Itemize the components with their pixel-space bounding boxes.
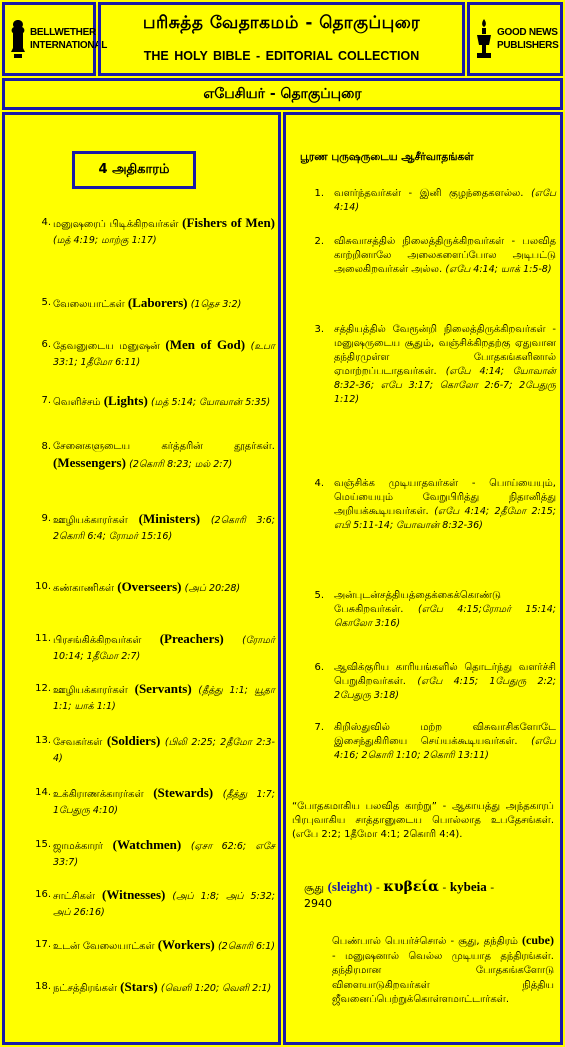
item-number: 2.: [314, 236, 324, 247]
left-list-item: [31, 837, 275, 871]
word-english: (sleight): [327, 879, 373, 894]
item-number: 4.: [41, 217, 51, 228]
word-greek: κυβεία: [383, 879, 439, 895]
right-list-item: [308, 477, 556, 533]
item-text: விசுவாசத்தில் நிலைத்திருக்கிறவர்கள் - பலவித காற்றினாலே அலைகளைப்போல அடிபட்டு அலைகிறவர்கள் அல்ல.: [334, 236, 556, 275]
item-reference: (தீத்து 1:1; யூதா 1:1; யாக் 1:1): [53, 685, 275, 712]
right-column: [283, 112, 563, 1045]
item-number: 4.: [314, 478, 324, 489]
item-tamil: நட்சத்திரங்கள்: [53, 983, 117, 994]
left-list-item: [31, 733, 275, 767]
item-reference: (எபே 4:15; 1பேதுரு 2:2; 2பேதுரு 3:18): [334, 676, 556, 701]
left-list-item: [31, 785, 275, 819]
item-number: 7.: [314, 722, 324, 733]
item-english: (Stewards): [153, 785, 214, 800]
item-reference: (எபே 4:14; யோவான் 8:32-36; எபே 3:17; கொலோ 2:6-7; 2பேதுரு 1:12): [334, 366, 556, 405]
right-list-item: [308, 721, 556, 763]
item-english: (Laborers): [127, 295, 188, 310]
item-english: (Lights): [103, 393, 148, 408]
item-reference: (2கொரி 8:23; மல் 2:7): [129, 459, 233, 470]
ram-bell-icon: [9, 18, 27, 60]
item-number: 10.: [35, 581, 51, 592]
tamil-title: பரிசுத்த வேதாகமம் - தொகுப்புரை: [142, 13, 421, 33]
item-number: 12.: [35, 683, 51, 694]
quote-text: “போதகமாகிய பலவித காற்று” - ஆகாயத்து அந்தகாரப் பிரபுவாகிய சாத்தானுடைய பொல்லாத உபதேசங்கள்.: [292, 801, 554, 826]
left-list-item: [31, 979, 275, 997]
item-tamil: சாட்சிகள்: [53, 891, 95, 902]
logo-left-line2: INTERNATIONAL: [30, 40, 108, 51]
right-list-item: [308, 661, 556, 703]
item-english: (Messengers): [53, 455, 126, 470]
item-tamil: வேலையாட்கள்: [53, 299, 125, 310]
item-reference: (2கொரி 6:1): [217, 941, 275, 952]
item-reference: (ஏசா 62:6; எசே 33:7): [53, 841, 275, 868]
header-title-box: [98, 2, 465, 76]
logo-left-line1: BELLWETHER: [30, 27, 96, 38]
good-news-logo: [467, 2, 563, 76]
word-tamil: சூது: [304, 881, 325, 894]
item-number: 3.: [314, 324, 324, 335]
left-list-item: [31, 937, 275, 955]
left-list-item: [31, 393, 275, 411]
right-list-item: [308, 187, 556, 215]
right-list-item: [308, 589, 556, 631]
item-tamil: ஊழியக்காரர்கள்: [53, 515, 128, 526]
item-number: 15.: [35, 839, 51, 850]
item-number: 16.: [35, 889, 51, 900]
item-tamil: ஜாமக்காரர்: [53, 841, 104, 852]
item-number: 1.: [314, 188, 324, 199]
left-list-item: [31, 337, 275, 371]
item-tamil: சேனைகளுடைய கர்த்தரின் தூதர்கள்.: [53, 441, 275, 452]
item-reference: (உபா 33:1; 1தீமோ 6:11): [53, 341, 275, 368]
item-number: 6.: [41, 339, 51, 350]
item-text: ஆவிக்குரிய காரியங்களில் தொடர்ந்து வளர்ச்சி பெறுகிறவர்கள்.: [334, 662, 556, 687]
item-reference: (எபே 4:15;ரோமர் 15:14; கொலோ 3:16): [334, 604, 556, 629]
item-reference: (எபே 4:14; 2தீமோ 2:15; எபி 5:11-14; யோவான் 8:32-36): [334, 506, 556, 531]
left-list-item: [31, 215, 275, 249]
quote-ref: (எபே 2:2; 1தீமோ 4:1; 2கொரி 4:4).: [292, 829, 463, 840]
item-number: 6.: [314, 662, 324, 673]
item-reference: (2கொரி 3:6; 2கொரி 6:4; ரோமர் 15:16): [53, 515, 275, 542]
logo-right-line1: GOOD NEWS: [497, 27, 558, 38]
item-english: (Witnesses): [102, 887, 166, 902]
item-tamil: மனுஷரைப் பிடிக்கிறவர்கள்: [53, 219, 179, 230]
item-english: (Watchmen): [112, 837, 182, 852]
item-reference: (எபே 4:14; யாக் 1:5-8): [445, 264, 552, 275]
word-dash-3: -: [490, 881, 495, 894]
subtitle-bar: [2, 78, 563, 110]
item-number: 17.: [35, 939, 51, 950]
item-number: 5.: [314, 590, 324, 601]
item-english: (Overseers): [117, 579, 182, 594]
word-dash-1: -: [375, 881, 380, 894]
item-tamil: பிரசங்கிக்கிறவர்கள்: [53, 635, 142, 646]
item-number: 7.: [41, 395, 51, 406]
item-reference: (எபே 4:14): [334, 188, 557, 213]
item-tamil: ஊழியக்காரர்கள்: [53, 685, 128, 696]
item-tamil: உக்கிராணக்காரர்கள்: [53, 789, 144, 800]
item-tamil: உடன் வேலையாட்கள்: [53, 941, 155, 952]
page-subtitle: எபேசியர் - தொகுப்புரை: [203, 86, 362, 102]
item-number: 13.: [35, 735, 51, 746]
left-list-item: [31, 681, 275, 715]
right-list-item: [308, 235, 556, 277]
item-text: அன்புடன்சத்தியத்தைக்கைக்கொண்டு பேசுகிறவர்கள்.: [334, 590, 501, 615]
definition-cube: (cube): [522, 933, 554, 947]
item-number: 18.: [35, 981, 51, 992]
item-reference: (பிலி 2:25; 2தீமோ 2:3-4): [53, 737, 275, 764]
item-reference: (ரோமர் 10:14; 1தீமோ 2:7): [53, 635, 275, 662]
item-number: 14.: [35, 787, 51, 798]
item-text: வஞ்சிக்க முடியாதவர்கள் - பொய்யையும், மெய்யையும் வேறுபிரித்து நிதானித்து அறியக்கூடியவர்கள்.: [334, 478, 556, 517]
item-reference: (தீத்து 1:7; 1பேதுரு 4:10): [53, 789, 275, 816]
item-number: 9.: [41, 513, 51, 524]
item-english: (Fishers of Men): [182, 215, 276, 230]
lamp-icon: [474, 17, 494, 61]
left-list-item: [31, 631, 275, 665]
item-english: (Ministers): [138, 511, 201, 526]
item-tamil: வெளிச்சம்: [53, 397, 101, 408]
item-reference: (எபே 4:16; 2கொரி 1:10; 2கொரி 13:11): [334, 736, 556, 761]
item-reference: (வெளி 1:20; வெளி 2:1): [160, 983, 272, 994]
definition-part-2: - மனுஷனால் வெல்ல முடியாத தந்திரங்கள். தந்திரமான போதகங்களோடு விளையாடுகிறவர்கள் நித்திய ஜீவனைப்பெற்றுக்கொள்ளமாட்டார்கள்.: [332, 950, 554, 1005]
item-text: கிறிஸ்துவில் மற்ற விசுவாசிகளோடே இசைந்துகிரியை செய்யக்கூடியவர்கள்.: [334, 722, 556, 747]
english-title: THE HOLY BIBLE - EDITORIAL COLLECTION: [143, 49, 420, 63]
left-list-item: [31, 511, 275, 545]
left-column: [2, 112, 281, 1045]
strongs-number: 2940: [304, 897, 332, 910]
word-transliteration: kybeia: [449, 879, 487, 894]
item-reference: (அப் 1:8; அப் 5:32; அப் 26:16): [53, 891, 276, 918]
item-reference: (அப் 20:28): [184, 583, 241, 594]
right-list-item: [308, 323, 556, 407]
definition-part-1: பெண்பால் பெயர்ச்சொல் - சூது, தந்திரம்: [332, 936, 518, 947]
word-dash-2: -: [442, 881, 447, 894]
item-tamil: தேவனுடைய மனுஷன்: [53, 341, 160, 352]
left-list-item: [31, 439, 275, 473]
item-english: (Preachers): [159, 631, 224, 646]
item-number: 11.: [35, 633, 51, 644]
item-tamil: கண்காணிகள்: [53, 583, 115, 594]
item-text: வளர்ந்தவர்கள் - இனி குழந்தைகளல்ல.: [334, 188, 524, 199]
logo-right-line2: PUBLISHERS: [497, 40, 559, 51]
item-reference: (மத் 4:19; மாற்கு 1:17): [53, 235, 157, 246]
item-english: (Soldiers): [106, 733, 161, 748]
item-english: (Servants): [134, 681, 192, 696]
right-heading: பூரண புருஷருடைய ஆசீர்வாதங்கள்: [300, 151, 474, 163]
chapter-label: 4 அதிகாரம்: [72, 151, 196, 189]
item-text: சத்தியத்தில் வேரூன்றி நிலைத்திருக்கிறவர்கள் - மனுஷருடைய சூதும், வஞ்சிக்கிறதற்கு ஏதுவான தந்திரமுள்ள போதகங்களினால் ஏமாற்றப்படாதவர்கள்.: [334, 324, 556, 377]
item-reference: (1தெச 3:2): [190, 299, 242, 310]
bellwether-logo: [2, 2, 108, 76]
left-list-item: [31, 579, 275, 597]
item-number: 5.: [41, 297, 51, 308]
item-english: (Workers): [157, 937, 215, 952]
left-list-item: [31, 295, 275, 313]
item-english: (Men of God): [165, 337, 246, 352]
word-entry: [304, 879, 559, 912]
left-list-item: [31, 887, 275, 921]
item-number: 8.: [41, 441, 51, 452]
item-english: (Stars): [120, 979, 158, 994]
item-tamil: சேவகர்கள்: [53, 737, 103, 748]
quote-block: [292, 800, 554, 842]
definition-block: [332, 933, 554, 1008]
item-reference: (மத் 5:14; யோவான் 5:35): [150, 397, 271, 408]
